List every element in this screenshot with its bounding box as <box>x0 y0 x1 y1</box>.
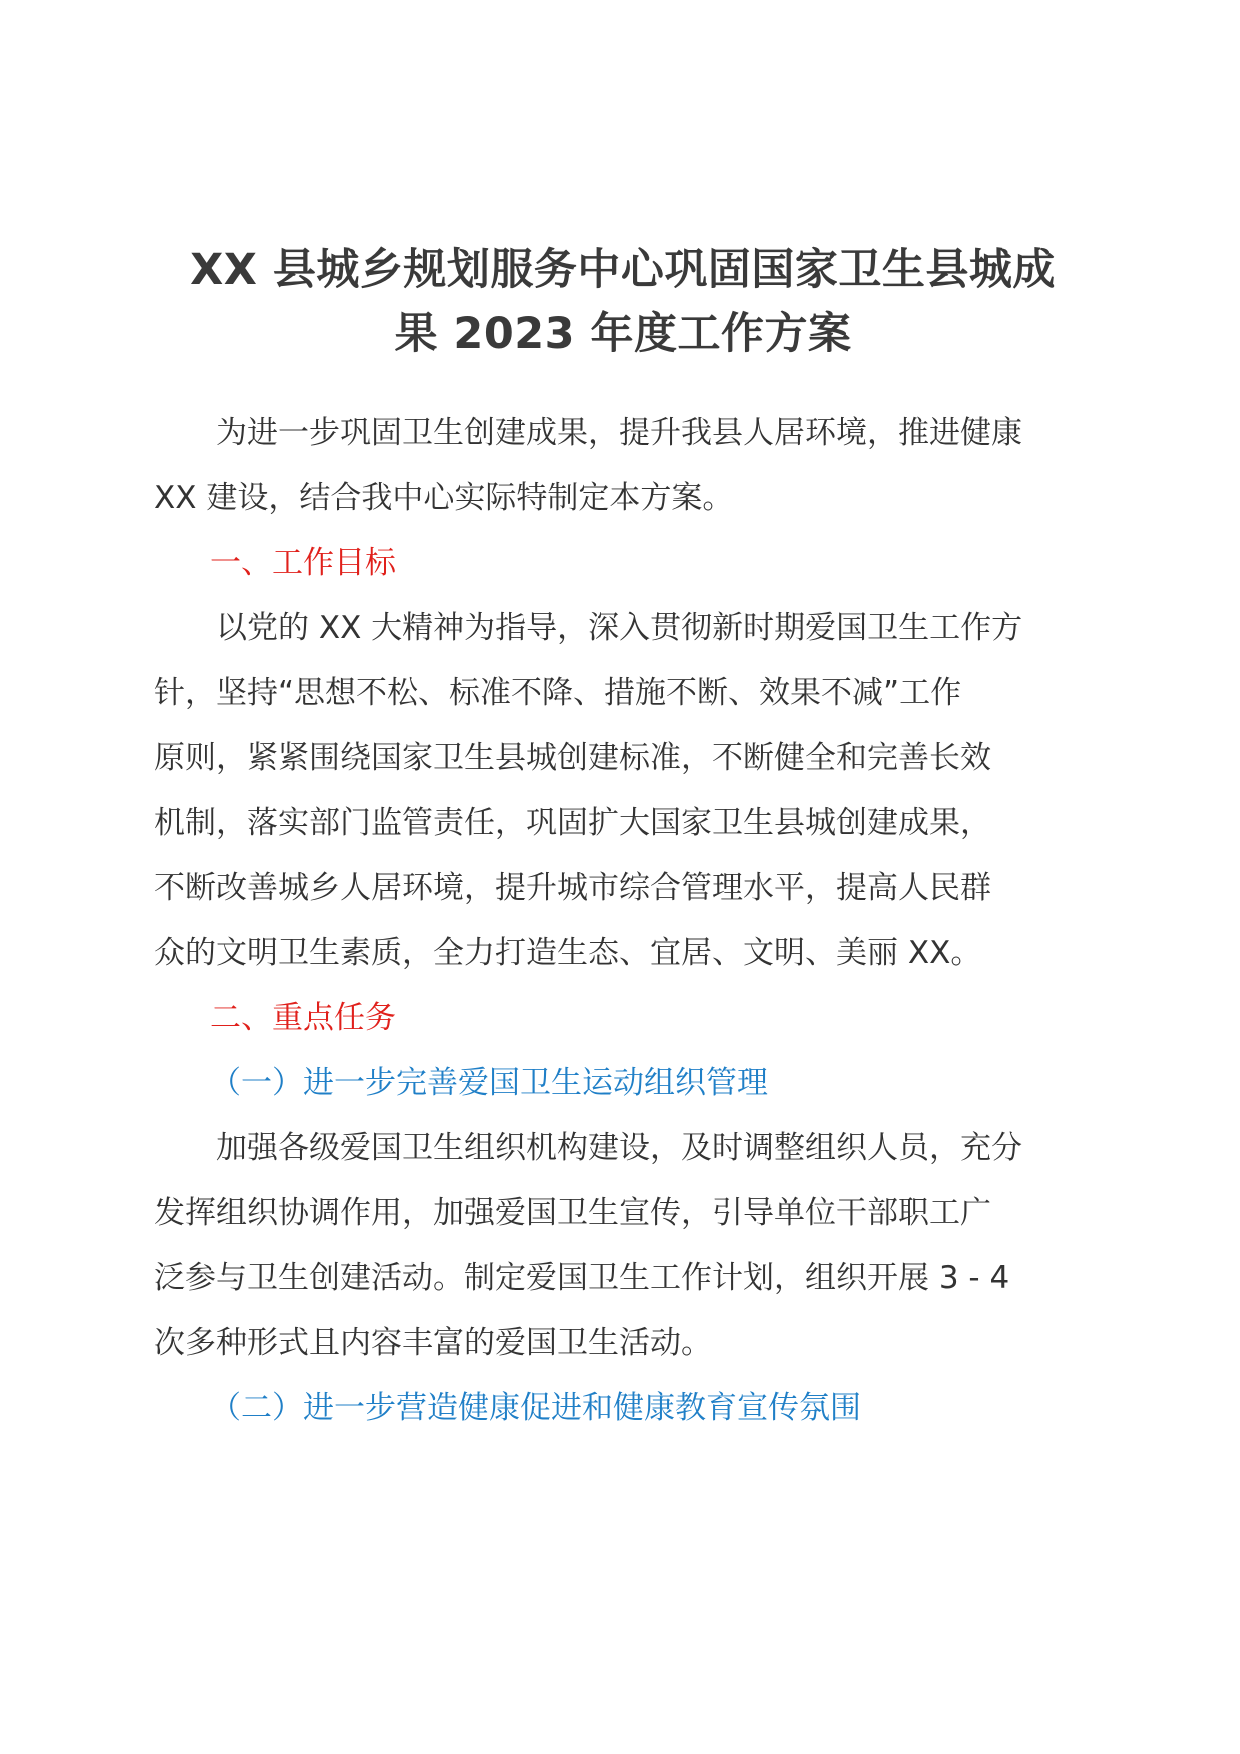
section-1-line-3: 原则，紧紧围绕国家卫生县城创建标准，不断健全和完善长效 <box>154 740 991 776</box>
title-line-2: 果 2023 年度工作方案 <box>394 309 852 359</box>
section-1-line-4: 机制，落实部门监管责任，巩固扩大国家卫生县城创建成果， <box>154 805 991 841</box>
title-line-1: XX 县城乡规划服务中心巩固国家卫生县城成 <box>190 245 1056 295</box>
subsection-1-heading: （一）进一步完善爱国卫生运动组织管理 <box>210 1065 768 1101</box>
subsection-1-line-1: 加强各级爱国卫生组织机构建设，及时调整组织人员，充分 <box>216 1130 1022 1166</box>
section-1-line-6: 众的文明卫生素质，全力打造生态、宜居、文明、美丽 XX。 <box>154 935 982 971</box>
intro-paragraph <box>154 401 1092 531</box>
subsection-1-paragraph <box>154 1116 1092 1376</box>
intro-line-1: 为进一步巩固卫生创建成果，提升我县人居环境，推进健康 <box>216 415 1022 451</box>
section-1-line-5: 不断改善城乡人居环境，提升城市综合管理水平，提高人民群 <box>154 870 991 906</box>
subsection-1-line-3: 泛参与卫生创建活动。制定爱国卫生工作计划，组织开展 3 - 4 <box>154 1260 1010 1296</box>
document-body <box>154 401 1092 1441</box>
document-title <box>154 238 1092 366</box>
section-1-heading: 一、工作目标 <box>210 545 396 581</box>
section-1-paragraph <box>154 596 1092 986</box>
subsection-1-line-4: 次多种形式且内容丰富的爱国卫生活动。 <box>154 1325 712 1361</box>
subsection-2-heading: （二）进一步营造健康促进和健康教育宣传氛围 <box>210 1390 861 1426</box>
subsection-1-line-2: 发挥组织协调作用，加强爱国卫生宣传，引导单位干部职工广 <box>154 1195 991 1231</box>
section-1-line-2: 针，坚持“思想不松、标准不降、措施不断、效果不减”工作 <box>154 675 962 711</box>
section-1-line-1: 以党的 XX 大精神为指导，深入贯彻新时期爱国卫生工作方 <box>216 610 1023 646</box>
section-2-heading: 二、重点任务 <box>210 1000 396 1036</box>
intro-line-2: XX 建设，结合我中心实际特制定本方案。 <box>154 480 734 516</box>
document-page <box>154 238 1092 1441</box>
